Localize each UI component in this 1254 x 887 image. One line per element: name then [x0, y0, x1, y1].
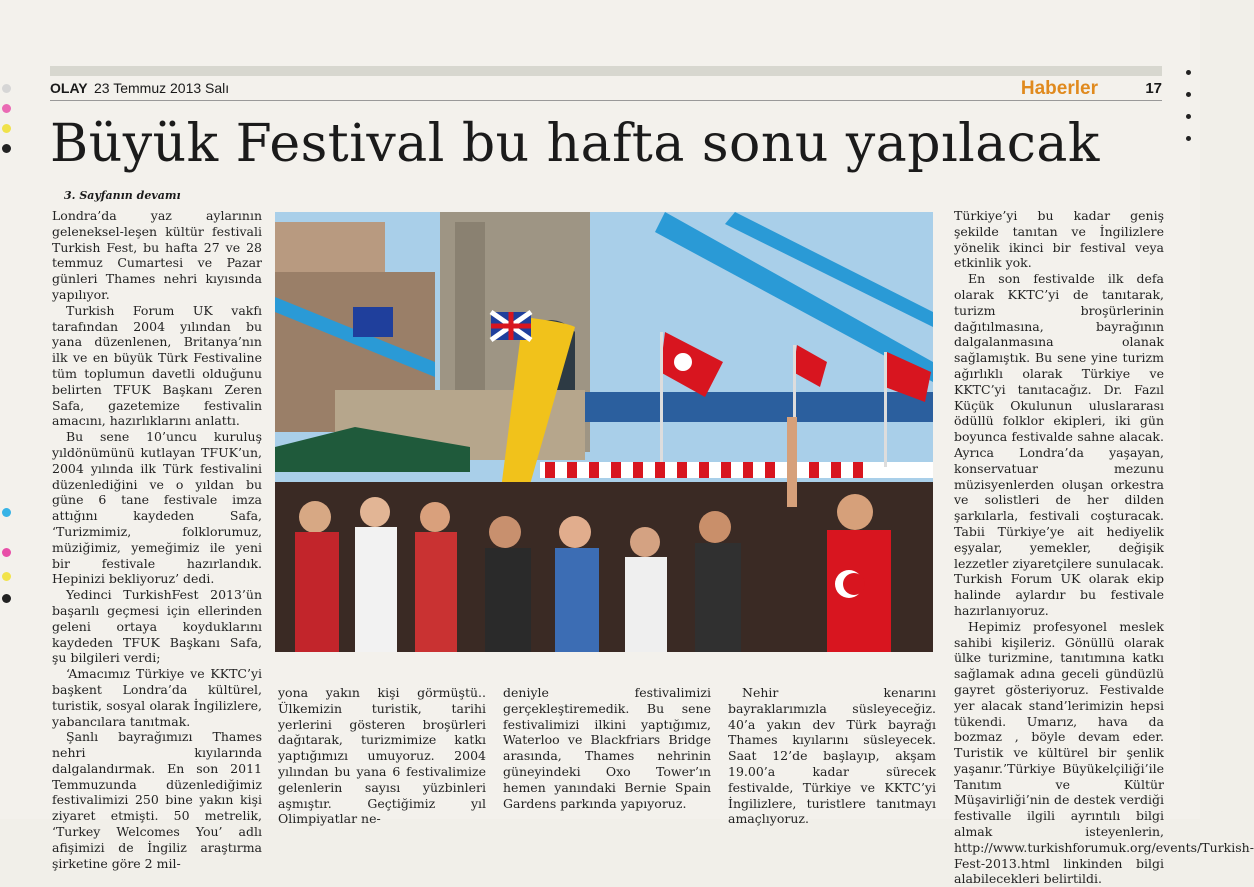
paragraph: yona yakın kişi görmüştü.. Ülkemizin turistik, tarihi yerlerini gösteren broşürleri dağıtarak, turizmimize katkı yaptığımızı umuyoruz. 2004 yılından bu yana 6 festivalimize gelenlerin sayısı yüzbinleri aşmıştır. Geçtiğimiz yıl Olimpiyatlar ne- [278, 685, 486, 827]
registration-dot [1186, 70, 1191, 75]
registration-dot [1186, 92, 1191, 97]
header-rule [50, 100, 1162, 101]
article-column-1 [52, 208, 262, 871]
paragraph: En son festivalde ilk defa olarak KKTC’yi de tanıtarak, turizm broşürlerinin dağıtılmasına, bayrağının dalgalanmasına olanak sağlamıştık. Bu sene yine turizm ağırlıklı olarak Türkiye ve KKTC’yi tanıtacağız. Dr. Fazıl Küçük Okulunun uluslararası ödüllü folklor ekipleri, iki gün boyunca festivalde sahne alacak. Ayrıca Londra’da yaşayan, konservatuar mezunu müzisyenlerden oluşan orkestra ve solistleri de her dilden şarkılarla, festivali coşturacak. Tabii Türkiye’ye ait hediyelik eşyalar, yemekler, değişik lezzetler ziyaretçilere sunulacak. Turkish Forum UK olarak ekip halinde aylardır bu festivale hazırlanıyoruz. [954, 271, 1164, 618]
page-header [50, 78, 1162, 100]
article-column-4 [728, 685, 936, 827]
paragraph: deniyle festivalimizi gerçekleştiremedik. Bu sene festivalimizi ilkini yaptığımız, Waterloo ve Blackfriars Bridge arasında, Thames nehrinin güneyindeki Oxo Tower’ın hemen yanındaki Bernie Spain Gardens parkında yapıyoruz. [503, 685, 711, 811]
headline: Büyük Festival bu hafta sonu yapılacak [50, 114, 1100, 174]
crescent [674, 353, 692, 371]
registration-dot [2, 508, 11, 517]
registration-dot [2, 594, 11, 603]
registration-dot [2, 572, 11, 581]
flag-pole [660, 332, 663, 462]
registration-dot [2, 84, 11, 93]
paragraph: Turkish Forum UK vakfı tarafından 2004 yılından bu yana düzenlenen, Britanya’nın ilk ve en büyük Türk Festivaline tüm toplumun davetli olduğunu belirten TFUK Başkanı Zeren Safa, gazetemize festivalin amacını, hazırlıklarını anlattı. [52, 302, 262, 429]
bridge-deck [565, 392, 933, 422]
header-bar [50, 66, 1162, 76]
page-number: 17 [1145, 80, 1162, 97]
paragraph: Hepimiz profesyonel meslek sahibi kişileriz. Gönüllü olarak ülke turizmine, tanıtımına katkı sağlamak adına geceli gündüzlü gayret gösteriyoruz. Festivalde yer alacak stand’lerimizin hepsi tükendi. Umarız, hava da bozmaz , böyle devam eder. Turistik ve kültürel bir şenlik yaşanır.’Türkiye Büyükelçiliği’ile Tanıtım ve Kültür Müşavirliği’nin de destek verdiği festivalle ilgili ayrıntılı bilgi almak isteyenlerin, http://www.turkishforumuk.org/events/Turkish-Fest-2013.html linkinden bilgi alabilecekleri belirtildi. [954, 618, 1254, 887]
category-label: Haberler [1020, 78, 1098, 99]
section-label: OLAY [50, 80, 88, 96]
article-column-3 [503, 685, 711, 811]
registration-dot [2, 144, 11, 153]
eu-flag [353, 307, 393, 337]
paragraph: Şanlı bayrağımızı Thames nehri kıyılarında dalgalandırmak. En son 2011 Temmuzunda düzenlediğimiz festivalimizi 250 bine yakın kişi ziyaret etmişti. 50 metrelik, ‘Turkey Welcomes You’ adlı afişimizi de İngiliz araştırma şirketine göre 2 mil- [52, 729, 262, 871]
paragraph: Türkiye’yi bu kadar geniş şekilde tanıtan ve İngilizlere yönelik ikinci bir festival veya etkinlik yok. [954, 208, 1164, 271]
registration-dot [1186, 114, 1191, 119]
festival-photo [275, 212, 933, 652]
paragraph: ‘Amacımız Türkiye ve KKTC’yi başkent Londra’da kültürel, turistik, sosyal olarak İngilizlere, yabancılara tanıtmak. [52, 666, 262, 729]
paragraph: Nehir kenarını bayraklarımızla süsleyeceğiz. 40’a yakın dev Türk bayrağı Thames kıyılarını süsleyecek. Saat 12’de başlayıp, akşam 19.00’a kadar sürecek festivalde, Türkiye ve KKTC’yi İngilizlere, turistlere tanıtmayı amaçlıyoruz. [728, 685, 936, 827]
paragraph: Bu sene 10’uncu kuruluş yıldönümünü kutlayan TFUK’un, 2004 yılında ilk Türk festivalini düzenlediğini ve o yıldan bu güne 6 tane festivale imza attığını kaydeden Safa, ‘Turizmimiz, folklorumuz, müziğimiz, yemeğimiz ile yeni bir festivale hazırlandık. Hepinizi bekliyoruz’ dedi. [52, 429, 262, 587]
issue-date: 23 Temmuz 2013 Salı [94, 80, 230, 96]
registration-dot [2, 124, 11, 133]
festival-photo-illustration [275, 212, 933, 652]
paragraph: Londra’da yaz aylarının geleneksel-leşen kültür festivali Turkish Fest, bu hafta 27 ve 28 temmuz Cumartesi ve Pazar günleri Thames nehri kıyısında yapılıyor. [52, 208, 262, 302]
paragraph: Yedinci TurkishFest 2013’ün başarılı geçmesi için ellerinden geleni ortaya koyduklarını kaydeden TFUK Başkanı Safa, şu bilgileri verdi; [52, 587, 262, 666]
registration-dot [2, 548, 11, 557]
flag-pole [884, 352, 887, 467]
registration-dot [1186, 136, 1191, 141]
article-column-2 [278, 685, 486, 827]
article-column-5 [954, 208, 1254, 887]
registration-dot [2, 104, 11, 113]
bunting-stripes [545, 462, 863, 478]
continued-label: 3. Sayfanın devamı [64, 189, 181, 202]
